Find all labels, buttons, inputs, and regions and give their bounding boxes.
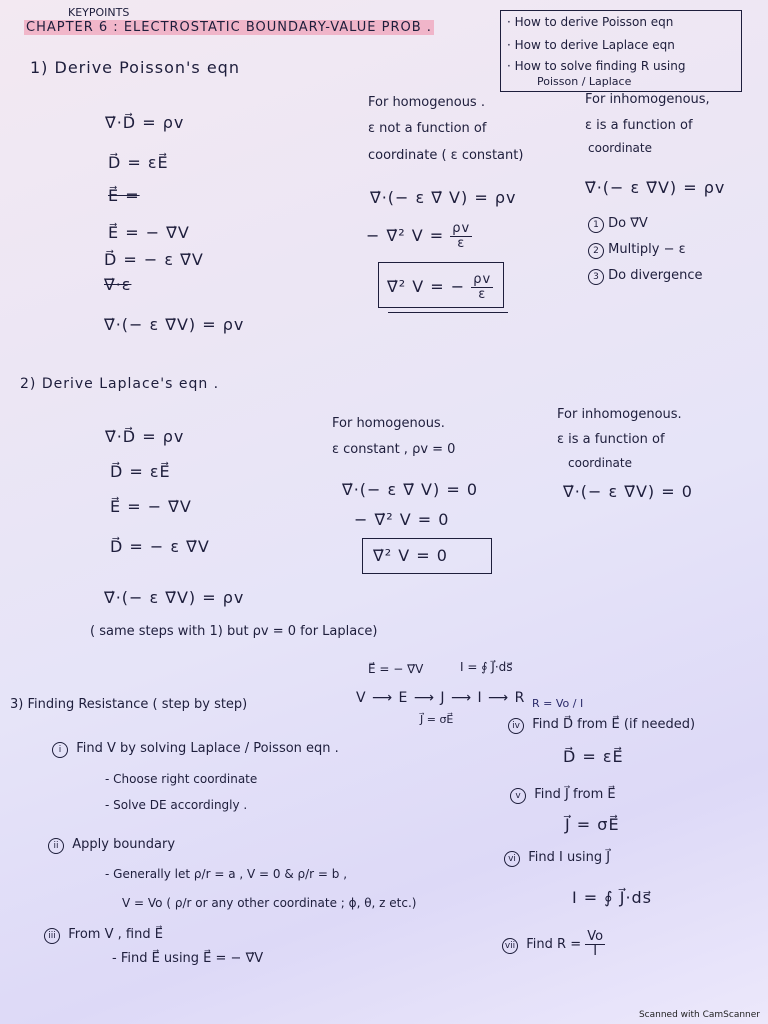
s1-right-line-1: For inhomogenous,: [585, 92, 710, 107]
box-item-3: · How to solve finding R using: [507, 59, 686, 73]
s3-step-vii: [502, 930, 605, 959]
s1-title: 1) Derive Poisson's eqn: [30, 58, 240, 77]
s1-mid-eq-2-den: ε: [457, 236, 466, 251]
s2-title: 2) Derive Laplace's eqn .: [20, 376, 220, 392]
step-number-circle: iv: [508, 718, 524, 734]
s3-step-iii: [44, 927, 163, 944]
box-item-1: · How to derive Poisson eqn: [507, 15, 674, 29]
step-number-circle: 3: [588, 269, 604, 285]
s3-step-vi-text: Find I using J⃗: [528, 850, 611, 865]
s1-mid-eq-3-lhs: ∇⃗² V = −: [387, 277, 466, 296]
step-number-circle: i: [52, 742, 68, 758]
s3-step-ii: [48, 837, 175, 854]
s3-step-iv-text: Find D⃗ from E⃗ (if needed): [532, 717, 696, 732]
s1-left-eq-3-struck: E⃗ =: [108, 186, 140, 205]
s3-step-v-sub: J⃗ = σE⃗: [565, 815, 620, 834]
s3-step-iv: [508, 717, 695, 734]
s2-mid-line-2: ε constant , ρv = 0: [332, 442, 456, 457]
s3-step-vi-sub: I = ∮ J⃗·ds⃗: [572, 888, 653, 907]
s1-step-2: [588, 242, 686, 259]
s1-mid-eq-3-num: ρv: [473, 272, 492, 287]
s1-mid-eq-2-fraction: [450, 222, 472, 251]
s3-step-i-text: Find V by solving Laplace / Poisson eqn .: [76, 741, 339, 756]
s1-step-3-text: Do divergence: [608, 268, 703, 283]
s2-mid-eq-3: ∇⃗² V = 0: [373, 546, 448, 565]
s1-mid-eq-3: [387, 273, 493, 302]
step-number-circle: vi: [504, 851, 520, 867]
s2-mid-eq-2: − ∇⃗² V = 0: [354, 510, 450, 529]
chapter-title: [24, 20, 434, 35]
s2-left-eq-2: D⃗ = εE⃗: [110, 462, 171, 481]
s2-right-line-1: For inhomogenous.: [557, 407, 682, 422]
keypoints-box: [500, 10, 742, 92]
s2-mid-line-1: For homogenous.: [332, 416, 445, 431]
step-number-circle: vii: [502, 938, 518, 954]
scanner-watermark: Scanned with CamScanner: [638, 1010, 760, 1020]
step-number-circle: ii: [48, 838, 64, 854]
s3-step-v: [510, 787, 616, 804]
s1-step-1-text: Do ∇⃗V: [608, 216, 648, 231]
chapter-title-text: CHAPTER 6 : ELECTROSTATIC BOUNDARY-VALUE PROB .: [26, 20, 432, 35]
s1-mid-eq-1: ∇⃗·(− ε ∇⃗ V) = ρv: [370, 188, 517, 207]
s3-step-iii-sub: - Find E⃗ using E⃗ = − ∇⃗V: [112, 951, 264, 966]
s3-step-vi: [504, 850, 610, 867]
s1-mid-eq-3-fraction: [471, 273, 493, 302]
s3-flow-bottom-1: J⃗ = σE⃗: [420, 713, 454, 726]
box-item-4: Poisson / Laplace: [537, 75, 632, 88]
s1-left-eq-1: ∇⃗·D⃗ = ρv: [105, 113, 185, 132]
s1-mid-line-1: For homogenous .: [368, 95, 485, 110]
s2-left-eq-5: ∇⃗·(− ε ∇⃗V) = ρv: [104, 588, 245, 607]
step-number-circle: 1: [588, 217, 604, 233]
s1-mid-line-3: coordinate ( ε constant): [368, 148, 524, 163]
s2-right-line-3: coordinate: [568, 456, 633, 470]
s1-left-eq-7: ∇⃗·(− ε ∇⃗V) = ρv: [104, 315, 245, 334]
s1-mid-line-2: ε not a function of: [368, 121, 487, 136]
s2-note: ( same steps with 1) but ρv = 0 for Laplace): [90, 624, 378, 639]
s1-mid-eq-2-lhs: − ∇⃗² V =: [366, 226, 445, 245]
s3-step-i: [52, 741, 339, 758]
s1-step-2-text: Multiply − ε: [608, 242, 686, 257]
s2-right-line-2: ε is a function of: [557, 432, 665, 447]
s3-r-den: I: [593, 944, 598, 959]
s1-left-eq-6-struck: ∇⃗·ε: [104, 275, 132, 294]
s3-step-ii-sub-1: - Generally let ρ/r = a , V = 0 & ρ/r = b ,: [105, 867, 348, 881]
step-number-circle: v: [510, 788, 526, 804]
s2-laplace-result-box: [362, 538, 492, 574]
s3-r-num: Vo: [587, 929, 604, 944]
s1-mid-eq-2-num: ρv: [452, 221, 471, 236]
s1-left-eq-4: E⃗ = − ∇⃗V: [108, 223, 190, 242]
s3-step-i-sub-1: - Choose right coordinate: [105, 772, 258, 786]
step-number-circle: iii: [44, 928, 60, 944]
s1-mid-eq-3-den: ε: [478, 287, 487, 302]
s3-step-ii-text: Apply boundary: [72, 837, 176, 852]
s2-left-eq-1: ∇⃗·D⃗ = ρv: [105, 427, 185, 446]
s1-right-eq: ∇⃗·(− ε ∇⃗V) = ρv: [585, 178, 726, 197]
s2-left-eq-3: E⃗ = − ∇⃗V: [110, 497, 192, 516]
s1-mid-eq-2: [366, 222, 472, 251]
s3-flow-chain: V ⟶ E ⟶ J ⟶ I ⟶ R: [356, 690, 526, 706]
s3-flow-top-2: I = ∮ J⃗·ds⃗: [460, 660, 513, 674]
step-number-circle: 2: [588, 243, 604, 259]
s1-poisson-result-box: [378, 262, 504, 308]
s3-title: 3) Finding Resistance ( step by step): [10, 697, 248, 712]
s1-right-line-2: ε is a function of: [585, 118, 693, 133]
s3-step-iv-sub: D⃗ = εE⃗: [563, 747, 624, 766]
s1-step-1: [588, 216, 648, 233]
box-item-2: · How to derive Laplace eqn: [507, 38, 675, 52]
s3-step-ii-sub-2: V = Vo ( ρ/r or any other coordinate ; ϕ, θ, z etc.): [122, 896, 417, 910]
s1-left-eq-2: D⃗ = εE⃗: [108, 153, 169, 172]
s3-flow-bottom-2: R = Vo / I: [532, 697, 584, 710]
s3-step-v-text: Find J⃗ from E⃗: [534, 787, 616, 802]
s3-step-vii-text: Find R =: [526, 937, 582, 952]
s3-flow-top-1: E⃗ = − ∇⃗V: [368, 662, 424, 676]
s2-right-eq: ∇⃗·(− ε ∇⃗V) = 0: [563, 482, 693, 501]
s2-mid-eq-1: ∇⃗·(− ε ∇⃗ V) = 0: [342, 480, 478, 499]
keypoints-label: KEYPOINTS: [68, 6, 130, 19]
s3-step-i-sub-2: - Solve DE accordingly .: [105, 798, 248, 812]
s1-left-eq-5: D⃗ = − ε ∇⃗V: [104, 250, 204, 269]
s2-left-eq-4: D⃗ = − ε ∇⃗V: [110, 537, 210, 556]
s1-box-underline: [388, 312, 508, 313]
s1-right-line-3: coordinate: [588, 141, 653, 155]
s3-step-iii-text: From V , find E⃗: [68, 927, 163, 942]
s1-step-3: [588, 268, 703, 285]
s3-r-fraction: [585, 930, 605, 959]
